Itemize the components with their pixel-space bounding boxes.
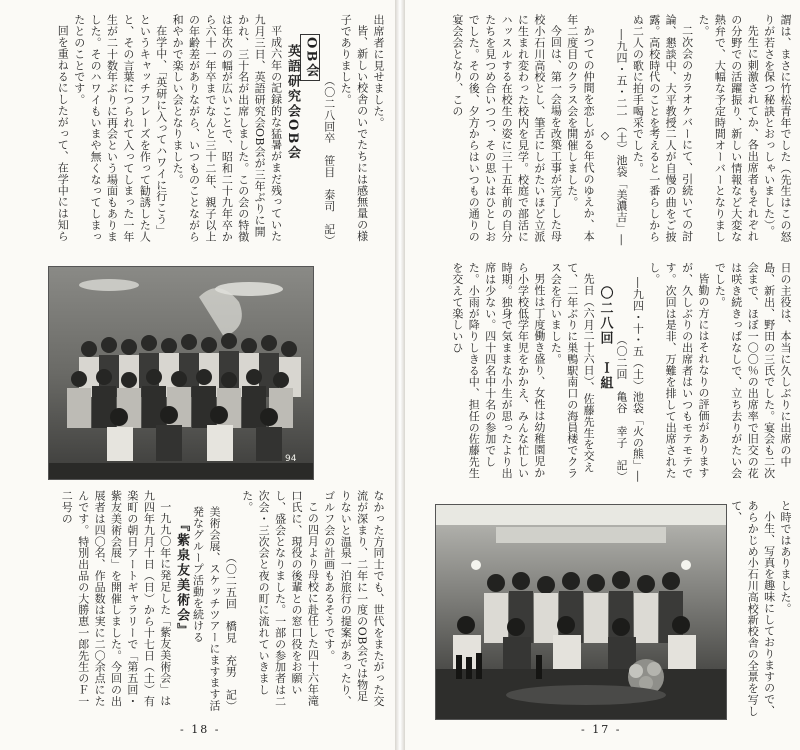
left-bottom-p1: なかった方同士でも、世代をまたがった交流が深まり、二年に一度のOB会では物足りないと温泉一泊旅行の提案があったり、ゴルフ会の計画もあるそうです。 xyxy=(322,490,385,707)
bijutsu-lead: 美術会展、スケッチツアーにますます活発なグループ活動を続ける xyxy=(191,506,221,712)
ob-heading-box: OB会 xyxy=(300,34,320,81)
right-mid-p2: 皆勤の方にはそれなりの評価がありますが、久しぶりの出席者はいつもモテモテです。次回は是非、万難を排して出席されたし。 xyxy=(647,262,710,479)
bijutsu-title: 『紫泉友美術会』 xyxy=(174,518,190,638)
eiken-title: 英語研究会OB会 xyxy=(284,44,300,161)
section-divider-diamond: ◇ xyxy=(598,128,612,143)
left-bottom-text xyxy=(8,490,386,712)
left-top-p4: 在学中、「英研に入ってハワイに行こう」というキャッチフレーズを作って勧誘した人と、その言葉につられて入ってしまった一年生が二十数年ぶりに再会という場面もありました。そのハワイもいまや無くなってしまったとのことです。 xyxy=(72,14,168,242)
right-top-p5: 今回は、第一会場を改築工事が完了した母校小石川高校とし、筆舌にしがたいほど立派に生まれ変わった校内を見学。校庭で部活にハッスルする在校生の姿に三十五年前の自分たちを見つめ合いつつ、その思いはひとしおでした。その後、夕方からはいつもの通りの宴会会となり、この xyxy=(450,14,563,242)
right-top-p3: 二次会のカラオケバーにて、引続いての討論、懇談中、大平教授二人が自慢の曲をご披露。高校時代のことを考えると一番らしからぬ二人の歌に拍手喝采でした。 xyxy=(631,14,694,242)
left-page xyxy=(0,0,395,750)
right-middle-text xyxy=(411,262,793,482)
right-mid-p4: 男性は丁度働き盛り、女性は幼稚園児から小学校低学年児をかかえ、みんな忙しい時期。独身で気ままな小生が思ったより出席は少ない。四十四名中十名の参加でした。小雨が降りしきる中、担任の佐藤先生を交えて楽しいひ xyxy=(450,262,546,479)
class-reunion-photo-image xyxy=(436,505,726,719)
right-mid-p3: 先日（六月二十六日）、佐藤先生を交えて、二年ぶりに巣鴨駅南口の海員楼でクラス会を行いました。 xyxy=(549,262,596,479)
left-top-text xyxy=(8,14,386,246)
class-reunion-heading: 〇二八回 Ｉ組 xyxy=(597,286,613,391)
right-bottom-p1: と時ではありました。 xyxy=(779,500,792,614)
right-mid-signature: （〇二回 亀谷 幸子 記） xyxy=(614,333,628,482)
left-bottom-p4: 一九九〇年に発足した「紫友美術会」は九四年九月十日（日）から十七日（土）有楽町の朝日アートギャラリーで「第五回・紫友美術会展」を開催しました。今回の出展者は四〇名、作品数は実に二〇余点にたんです。特別出品の大勝恵一郎先生のＦ一二号の xyxy=(60,490,172,707)
left-top-p3: 平成六年の記録的な猛暑がまだ残っていた九月三日、英語研究会OB会が三年ぶりに開かれ、三十名が出席しました。この会の特徴は年次の幅が広いことで、昭和二十九年卒から六十一年卒までなんと三十二年、親子以上の年齢差がありながら、いつものことながら和やかで楽しい会となりました。 xyxy=(171,14,283,242)
photo-date-stamp: 94 xyxy=(285,454,297,464)
left-top-signature: （〇二八回卒 笹目 泰司 記） xyxy=(322,75,336,246)
left-top-p1: 出席者に見せました。 xyxy=(372,14,385,128)
right-mid-date: ―九四・十・五（土）池袋「火の熊」― xyxy=(631,276,645,482)
left-bottom-signature: （〇二五回 橋見 充男 記） xyxy=(224,552,238,712)
ob-heading xyxy=(300,14,320,246)
right-page xyxy=(405,0,800,750)
right-top-date: ―九四・五・二一（土）池袋「美濃吉」― xyxy=(614,29,628,246)
right-top-p2: 先生に刺激されてか、各出席者もそれぞれの分野での活躍振り、新しい情報など大変な熱弁で、大幅な予定時間オーバーとなりました。 xyxy=(696,14,760,242)
left-top-p5: 回を重ねるにしたがって、在学中には知ら xyxy=(56,25,70,242)
left-bottom-p2: この四月より母校に赴任した四十六年滝口氏に、現役の後輩との窓口役をお願いし、盛会となりました。一部の参加者は二次会・三次会と夜の町に流れていきました。 xyxy=(240,490,320,707)
left-top-p2: 皆、新しい校舎のいでたちには感無量の様子でありました。 xyxy=(339,14,369,242)
class-reunion-photo xyxy=(435,504,727,720)
eiken-group-photo xyxy=(48,266,314,480)
right-top-p1: 謂は、まさに竹松青年でした（先生はこの怒りが若さを保つ秘訣とおっしゃいました）。 xyxy=(762,14,792,242)
eiken-group-photo-image xyxy=(49,267,313,479)
right-bottom-p2: 小生、写真を趣味にしておりますので、あらかじめ小石川高校新校舎の全景を写して、 xyxy=(729,500,776,717)
page-number-left: - 18 - xyxy=(180,723,221,736)
right-mid-p1: 日の主役は、本当に久しぶりに出席の中島、新出、野田の三氏でした。宴会も二次会まで、ほぼ一〇〇％の出席率で旧交の花は咲き続きっぱなしで、立ち去りがたい会でした。 xyxy=(713,262,792,479)
right-top-p4: かつての仲間を恋しがる年代のゆえか、本年二度目のクラス会を開催しました。 xyxy=(565,14,596,242)
right-top-text xyxy=(411,14,793,246)
right-bottom-narrow-text xyxy=(729,500,793,718)
book-gutter xyxy=(395,0,405,750)
page-number-right: - 17 - xyxy=(581,723,622,736)
